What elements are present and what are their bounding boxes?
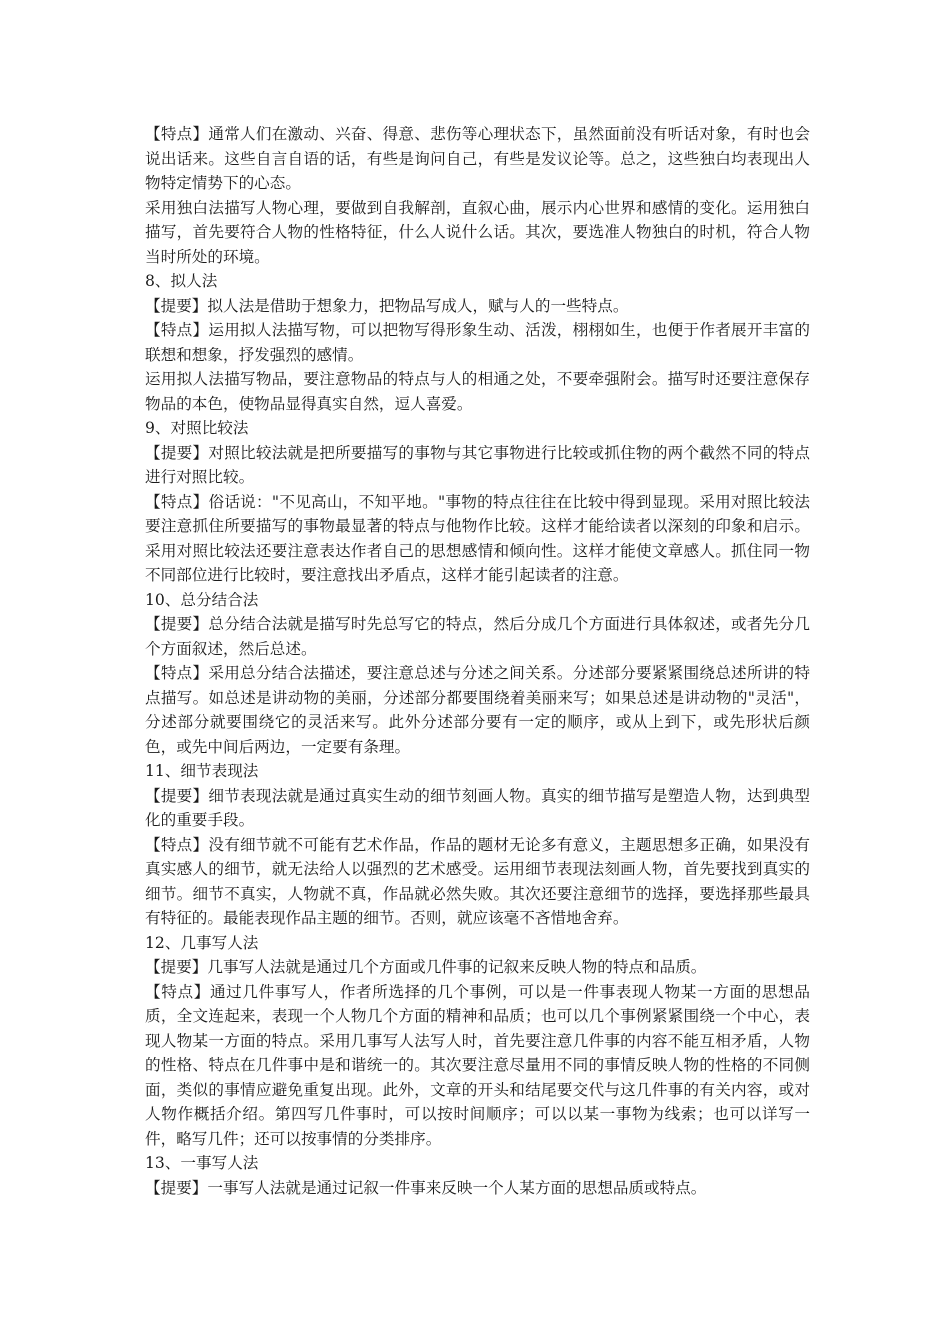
section-heading: 10、总分结合法	[145, 590, 259, 609]
paragraph: 【提要】拟人法是借助于想象力，把物品写成人，赋与人的一些特点。	[145, 296, 629, 315]
section-heading: 11、细节表现法	[145, 762, 259, 780]
paragraph: 【提要】几事写人法就是通过几个方面或几件事的记叙来反映人物的特点和品质。	[145, 958, 707, 976]
paragraph: 【提要】细节表现法就是通过真实生动的细节刻画人物。真实的细节描写是塑造人物，达到典型化的重要手段。	[145, 786, 810, 829]
paragraph: 【特点】没有细节就不可能有艺术作品，作品的题材无论多有意义，主题思想多正确，如果没有真实感人的细节，就无法给人以强烈的艺术感受。运用细节表现法刻画人物，首先要找到真实的细节。细节不真实，人物就不真，作品就必然失败。其次还要注意细节的选择，要选择那些最具有特征的。最能表现作品主题的细节。否则，就应该毫不吝惜地舍弃。	[145, 835, 810, 927]
paragraph: 【特点】俗话说："不见高山，不知平地。"事物的特点往往在比较中得到显现。采用对照比较法要注意抓住所要描写的事物最显著的特点与他物作比较。这样才能给读者以深刻的印象和启示。采用对照比较法还要注意表达作者自己的思想感情和倾向性。这样才能使文章感人。抓住同一物不同部位进行比较时，要注意找出矛盾点，这样才能引起读者的注意。	[145, 492, 810, 584]
paragraph: 【特点】通过几件事写人，作者所选择的几个事例，可以是一件事表现人物某一方面的思想品质，全文连起来，表现一个人物几个方面的精神和品质；也可以几个事例紧紧围绕一个中心，表现人物某一方面的特点。采用几事写人法写人时，首先要注意几件事的内容不能互相矛盾，人物的性格、特点在几件事中是和谐统一的。其次要注意尽量用不同的事情反映人物的性格的不同侧面，类似的事情应避免重复出现。此外，文章的开头和结尾要交代与这几件事的有关内容，或对人物作概括介绍。第四写几件事时，可以按时间顺序；可以以某一事物为线索；也可以详写一件，略写几件；还可以按事情的分类排序。	[145, 982, 810, 1148]
paragraph: 采用独白法描写人物心理，要做到自我解剖，直叙心曲，展示内心世界和感情的变化。运用独白描写，首先要符合人物的性格特征，什么人说什么话。其次，要选准人物独白的时机，符合人物当时所处的环境。	[145, 198, 810, 266]
paragraph: 【特点】通常人们在激动、兴奋、得意、悲伤等心理状态下，虽然面前没有听话对象，有时也会说出话来。这些自言自语的话，有些是询问自己，有些是发议论等。总之，这些独白均表现出人物特定情势下的心态。	[145, 125, 810, 192]
paragraph: 运用拟人法描写物品，要注意物品的特点与人的相通之处，不要牵强附会。描写时还要注意保存物品的本色，使物品显得真实自然，逗人喜爱。	[145, 370, 810, 413]
section-heading: 8、拟人法	[145, 272, 218, 290]
document-body	[145, 122, 810, 1200]
section-heading: 12、几事写人法	[145, 933, 259, 952]
section-heading: 13、一事写人法	[145, 1154, 259, 1172]
section-heading: 9、对照比较法	[145, 419, 249, 437]
paragraph: 【特点】运用拟人法描写物，可以把物写得形象生动、活泼，栩栩如生，也便于作者展开丰富的联想和想象，抒发强烈的感情。	[145, 321, 810, 364]
paragraph: 【提要】一事写人法就是通过记叙一件事来反映一个人某方面的思想品质或特点。	[145, 1178, 707, 1197]
paragraph: 【提要】总分结合法就是描写时先总写它的特点，然后分成几个方面进行具体叙述，或者先分几个方面叙述，然后总述。	[145, 615, 810, 658]
paragraph: 【提要】对照比较法就是把所要描写的事物与其它事物进行比较或抓住物的两个截然不同的特点进行对照比较。	[145, 443, 810, 486]
paragraph: 【特点】采用总分结合法描述，要注意总述与分述之间关系。分述部分要紧紧围绕总述所讲的特点描写。如总述是讲动物的美丽，分述部分都要围绕着美丽来写；如果总述是讲动物的"灵活"，分述部分就要围绕它的灵活来写。此外分述部分要有一定的顺序，或从上到下，或先形状后颜色，或先中间后两边，一定要有条理。	[145, 664, 810, 756]
